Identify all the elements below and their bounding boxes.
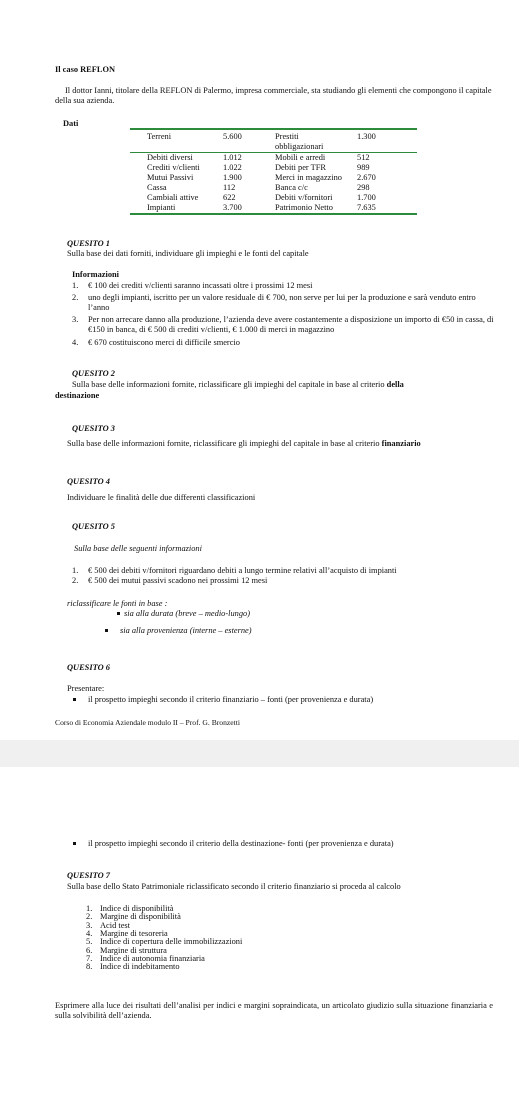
q7-item-number: 8. bbox=[86, 962, 93, 972]
table-cell: Debiti v/fornitori bbox=[275, 193, 333, 202]
table-cell: 3.700 bbox=[223, 203, 242, 212]
quesito-2-text: Sulla base delle informazioni fornite, riclassificare gli impieghi del capitale in base al criterio della bbox=[72, 380, 404, 389]
q7-item-number: 1. bbox=[86, 904, 93, 913]
table-cell: Debiti diversi bbox=[147, 153, 193, 162]
bullet-icon bbox=[117, 612, 120, 615]
presentare-label: Presentare: bbox=[67, 684, 105, 693]
table-cell: 298 bbox=[357, 183, 370, 192]
table-cell: 989 bbox=[357, 163, 370, 172]
q7-item-number: 5. bbox=[86, 937, 93, 947]
info-item-number: 3. bbox=[72, 315, 79, 324]
table-cell: Cassa bbox=[147, 183, 167, 192]
table-cell: Merci in magazzino bbox=[275, 173, 342, 182]
table-cell: 1.300 bbox=[349, 129, 417, 153]
dati-label: Dati bbox=[63, 119, 79, 128]
q7-item-text: Indice di copertura delle immobilizzazioni bbox=[100, 937, 243, 947]
table-cell: Banca c/c bbox=[275, 183, 308, 192]
info-item-text: € 100 dei crediti v/clienti saranno incassati oltre i prossimi 12 mesi bbox=[88, 281, 313, 290]
table-cell: 2.670 bbox=[357, 173, 376, 182]
q7-item-text: Indice di disponibilità bbox=[100, 904, 174, 913]
q7-item-number: 4. bbox=[86, 928, 93, 938]
table-row bbox=[130, 183, 417, 193]
riclassificare-text: riclassificare le fonti in base : bbox=[67, 599, 168, 608]
table-cell: 7.635 bbox=[357, 203, 376, 212]
bullet-text: il prospetto impieghi secondo il criterio della destinazione- fonti (per provenienza e durata) bbox=[88, 839, 394, 848]
q7-item-text: Margine di struttura bbox=[100, 945, 167, 955]
quesito-5-intro: Sulla base delle seguenti informazioni bbox=[74, 544, 202, 553]
table-row bbox=[130, 129, 417, 153]
quesito-2-title: QUESITO 2 bbox=[72, 369, 115, 378]
table-cell: Cambiali attive bbox=[147, 193, 199, 202]
q7-item-text: Margine di tesoreria bbox=[100, 928, 168, 938]
bullet-text: sia alla durata (breve – medio-lungo) bbox=[124, 609, 250, 618]
q7-item-number: 6. bbox=[86, 945, 93, 955]
table-cell: Crediti v/clienti bbox=[147, 163, 200, 172]
q7-item-text: Acid test bbox=[100, 920, 131, 930]
quesito-4-title: QUESITO 4 bbox=[67, 477, 110, 486]
table-cell: Debiti per TFR bbox=[275, 163, 327, 172]
intro-paragraph: Il dottor Ianni, titolare della REFLON di Palermo, impresa commerciale, sta studiando gli elementi che compongono il capitale della sua azienda. bbox=[55, 86, 492, 105]
table-cell: 1.700 bbox=[357, 193, 376, 202]
table-row bbox=[130, 173, 417, 183]
dati-table bbox=[130, 128, 417, 215]
q5-item-number: 1. bbox=[72, 566, 79, 575]
q5-item-number: 2. bbox=[72, 576, 79, 585]
info-item-number: 1. bbox=[72, 281, 79, 290]
table-cell: 1.900 bbox=[223, 173, 242, 182]
info-item-number: 2. bbox=[72, 293, 79, 302]
table-cell: 622 bbox=[223, 193, 236, 202]
bullet-icon bbox=[105, 629, 108, 632]
document-title: Il caso REFLON bbox=[55, 65, 116, 74]
table-row bbox=[130, 163, 417, 173]
table-cell: 512 bbox=[357, 153, 370, 162]
page-footer: Corso di Economia Aziendale modulo II – Prof. G. Bronzetti bbox=[55, 718, 240, 727]
table-cell: Prestiti obbligazionari bbox=[275, 129, 349, 153]
table-cell: Patrimonio Netto bbox=[275, 203, 333, 212]
quesito-1-title: QUESITO 1 bbox=[67, 239, 110, 248]
table-cell: Mutui Passivi bbox=[147, 173, 194, 182]
table-cell: 1.022 bbox=[223, 163, 242, 172]
table-row bbox=[130, 153, 417, 164]
q7-item-text: Margine di disponibilità bbox=[100, 912, 181, 922]
table-cell: 1.012 bbox=[223, 153, 242, 162]
table-cell: Terreni bbox=[130, 129, 223, 153]
bullet-icon bbox=[73, 842, 76, 845]
bullet-text: sia alla provenienza (interne – esterne) bbox=[120, 626, 252, 635]
closing-paragraph: Esprimere alla luce dei risultati dell’analisi per indici e margini sopraindicata, un articolato giudizio sulla situazione finanziaria e sulla solvibilità dell’azienda. bbox=[55, 1001, 493, 1020]
table-row bbox=[130, 203, 417, 214]
quesito-3-text: Sulla base delle informazioni fornite, riclassificare gli impieghi del capitale in base al criterio finanziario bbox=[67, 439, 421, 448]
quesito-5-title: QUESITO 5 bbox=[72, 522, 115, 531]
bullet-text: il prospetto impieghi secondo il criterio finanziario – fonti (per provenienza e durata) bbox=[88, 695, 374, 704]
quesito-1-text: Sulla base dei dati forniti, individuare gli impieghi e le fonti del capitale bbox=[67, 249, 309, 258]
quesito-7-title: QUESITO 7 bbox=[67, 871, 110, 880]
info-item-number: 4. bbox=[72, 338, 79, 347]
table-row bbox=[130, 193, 417, 203]
q7-item-number: 3. bbox=[86, 920, 93, 930]
informazioni-title: Informazioni bbox=[72, 270, 119, 279]
quesito-4-text: Individuare le finalità delle due differenti classificazioni bbox=[67, 493, 256, 502]
q7-item-number: 7. bbox=[86, 953, 93, 963]
bullet-icon bbox=[73, 698, 76, 701]
table-cell: Mobili e arredi bbox=[275, 153, 326, 162]
info-item-text: € 670 costituiscono merci di difficile smercio bbox=[88, 338, 240, 347]
q5-item-text: € 500 dei debiti v/fornitori riguardano debiti a lungo termine relativi all’acquisto di impianti bbox=[88, 566, 397, 575]
q5-item-text: € 500 dei mutui passivi scadono nei prossimi 12 mesi bbox=[88, 576, 268, 585]
quesito-7-text: Sulla base dello Stato Patrimoniale riclassificato secondo il criterio finanziario si proceda al calcolo bbox=[67, 882, 401, 891]
q7-item-text: Indice di indebitamento bbox=[100, 962, 180, 972]
table-cell: 5.600 bbox=[223, 129, 275, 153]
table-cell: 112 bbox=[223, 183, 236, 192]
info-item-text: Per non arrecare danno alla produzione, l’azienda deve avere costantemente a disposizione un importo di €50 in cassa, di €150 in banca, di € 500 di crediti v/clienti, € 1.000 di merci in magazzino bbox=[88, 315, 494, 334]
q7-item-number: 2. bbox=[86, 912, 93, 922]
info-item-text: uno degli impianti, iscritto per un valore residuale di € 700, non serve per lui per la produzione e sarà venduto entro l’anno bbox=[88, 293, 476, 312]
q7-item-text: Indice di autonomia finanziaria bbox=[100, 953, 205, 963]
quesito-6-title: QUESITO 6 bbox=[67, 663, 110, 672]
quesito-2-text-bold: destinazione bbox=[55, 391, 100, 400]
table-cell: Impianti bbox=[147, 203, 176, 212]
quesito-3-title: QUESITO 3 bbox=[72, 424, 115, 433]
document-page-2 bbox=[0, 767, 519, 1103]
